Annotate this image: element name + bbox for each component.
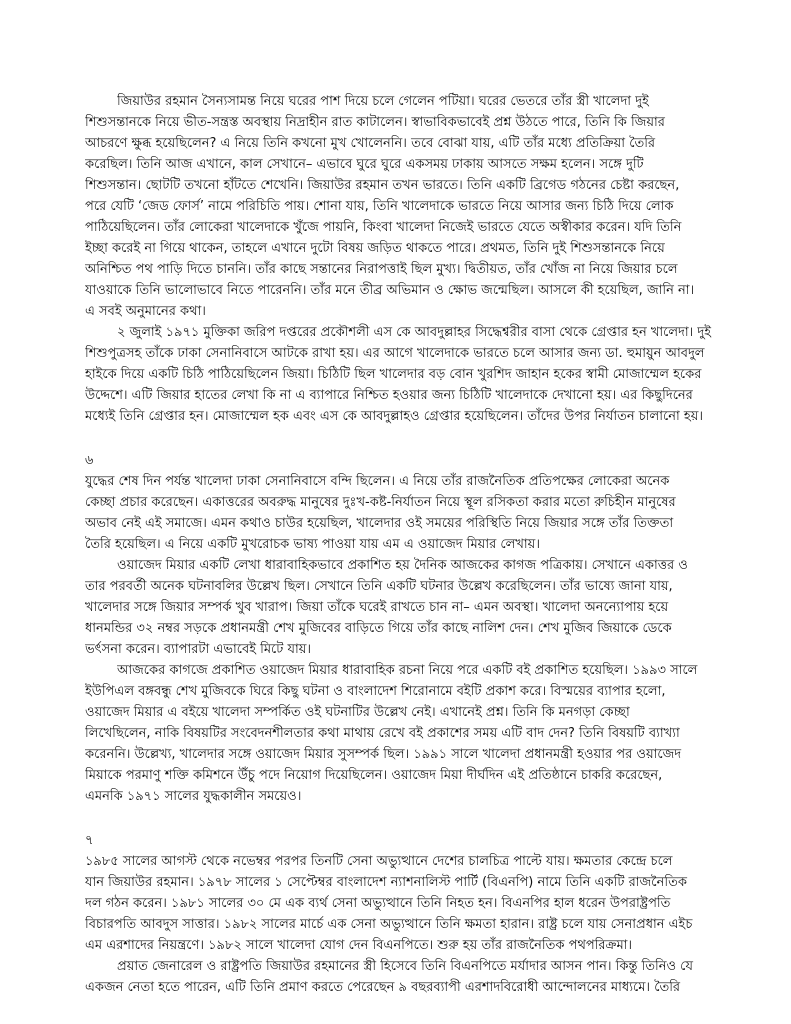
text-line: একজন নেতা হতে পারেন, এটি তিনি প্রমাণ করতে পেরেছেন ৯ বছরব্যাপী এরশাদবিরোধী আন্দোলনের মাধ্যমে। তৈরি bbox=[85, 980, 681, 995]
text-line: পাঠিয়েছিলেন। তাঁর লোকেরা খালেদাকে খুঁজে পায়নি, কিংবা খালেদা নিজেই ভারতে যেতে অস্বীকার করেন। যদি তিনি bbox=[85, 220, 682, 235]
text-line: অনিশ্চিত পথ পাড়ি দিতে চাননি। তাঁর কাছে সন্তানের নিরাপত্তাই ছিল মুখ্য। দ্বিতীয়ত, তাঁর খোঁজ না নিয়ে জিয়ার চলে bbox=[85, 262, 678, 277]
text-line: লিখেছিলেন, নাকি বিষয়টির সংবেদনশীলতার কথা মাথায় রেখে বই প্রকাশের সময় এটি বাদ দেন? তিনি বিষয়টি ব্যাখ্যা bbox=[85, 726, 680, 741]
text-line: ইউপিএল বঙ্গবন্ধু শেখ মুজিবকে ঘিরে কিছু ঘটনা ও বাংলাদেশ শিরোনামে বইটি প্রকাশ করে। বিস্ময়ের ব্যাপার হলো, bbox=[85, 684, 666, 699]
text-line: ধানমন্ডির ৩২ নম্বর সড়কে প্রধানমন্ত্রী শেখ মুজিবের বাড়িতে গিয়ে তাঁর কাছে নালিশ দেন। শেখ মুজিব জিয়াকে ডেকে bbox=[85, 621, 672, 636]
text-line: করেননি। উল্লেখ্য, খালেদার সঙ্গে ওয়াজেদ মিয়ার সুসম্পর্ক ছিল। ১৯৯১ সালে খালেদা প্রধানমন্ত্রী হওয়ার পর ওয়াজেদ bbox=[85, 747, 682, 762]
text-line: ওয়াজেদ মিয়ার এ বইয়ে খালেদা সম্পর্কিত ওই ঘটনাটির উল্লেখ নেই। এখানেই প্রশ্ন। তিনি কি মনগড়া কেচ্ছা bbox=[85, 705, 630, 720]
text-line: করেছিল। তিনি আজ এখানে, কাল সেখানে– এভাবে ঘুরে ঘুরে একসময় ঢাকায় আসতে সক্ষম হলেন। সঙ্গে দুটি bbox=[85, 157, 644, 172]
text-line: আজকের কাগজে প্রকাশিত ওয়াজেদ মিয়ার ধারাবাহিক রচনা নিয়ে পরে একটি বই প্রকাশিত হয়েছিল। ১৯৯৩ সালে bbox=[117, 663, 698, 678]
text-line: হাইকে দিয়ে একটি চিঠি পাঠিয়েছিলেন জিয়া। চিঠিটি ছিল খালেদার বড় বোন খুরশিদ জাহান হকের স্বামী মোজাম্মেল হকের bbox=[85, 367, 702, 382]
text-line: যুদ্ধের শেষ দিন পর্যন্ত খালেদা ঢাকা সেনানিবাসে বন্দি ছিলেন। এ নিয়ে তাঁর রাজনৈতিক প্রতিপক্ষের লোকেরা অনেক bbox=[85, 474, 670, 489]
text-line: আচরণে ক্ষুব্ধ হয়েছিলেন? এ নিয়ে তিনি কখনো মুখ খোলেননি। তবে বোঝা যায়, এটি তাঁর মধ্যে প্রতিক্রিয়া তৈরি bbox=[85, 136, 656, 151]
text-line: বিচারপতি আবদুস সাত্তার। ১৯৮২ সালের মার্চে এক সেনা অভ্যুত্থানে তিনি ক্ষমতা হারান। রাষ্ট্র চলে যায় সেনাপ্রধান এইচ bbox=[85, 917, 693, 932]
text-line: শিশুসন্তানকে নিয়ে ভীত-সন্ত্রস্ত অবস্থায় নিদ্রাহীন রাত কাটালেন। স্বাভাবিকভাবেই প্রশ্ন উঠতে পারে, তিনি কি জিয়ার bbox=[85, 115, 665, 130]
section-number: ৬ bbox=[85, 453, 94, 468]
text-line: যাওয়াকে তিনি ভালোভাবে নিতে পারেননি। তাঁর মনে তীব্র অভিমান ও ক্ষোভ জন্মেছিল। আসলে কী হয়েছিল, জানি না। bbox=[85, 283, 695, 298]
text-line: যান জিয়াউর রহমান। ১৯৭৮ সালের ১ সেপ্টেম্বর বাংলাদেশ ন্যাশনালিস্ট পার্টি (বিএনপি) নামে তিনি একটি রাজনৈতিক bbox=[85, 875, 687, 890]
text-line: এম এরশাদের নিয়ন্ত্রণে। ১৯৮২ সালে খালেদা যোগ দেন বিএনপিতে। শুরু হয় তাঁর রাজনৈতিক পথপরিক্রমা। bbox=[85, 938, 633, 953]
text-line: ওয়াজেদ মিয়ার একটি লেখা ধারাবাহিকভাবে প্রকাশিত হয় দৈনিক আজকের কাগজ পত্রিকায়। সেখানে একাত্তর ও bbox=[117, 558, 688, 573]
text-line: মিয়াকে পরমাণু শক্তি কমিশনে উঁচু পদে নিয়োগ দিয়েছিলেন। ওয়াজেদ মিয়া দীর্ঘদিন এই প্রতিষ্ঠানে চাকরি করেছেন, bbox=[85, 768, 663, 783]
text-line: এ সবই অনুমানের কথা। bbox=[85, 304, 206, 319]
text-line: মধ্যেই তিনি গ্রেপ্তার হন। মোজাম্মেল হক এবং এস কে আবদুল্লাহও গ্রেপ্তার হয়েছিলেন। তাঁদের উপর নির্যাতন চালানো হয়। bbox=[85, 409, 704, 424]
text-line: অভাব নেই এই সমাজে। এমন কথাও চাউর হয়েছিল, খালেদার ওই সময়ের পরিস্থিতি নিয়ে জিয়ার সঙ্গে তাঁর তিক্ততা bbox=[85, 516, 674, 531]
text-line: দল গঠন করেন। ১৯৮১ সালের ৩০ মে এক ব্যর্থ সেনা অভ্যুত্থানে তিনি নিহত হন। বিএনপির হাল ধরেন উপরাষ্ট্রপতি bbox=[85, 896, 671, 911]
text-line: তৈরি হয়েছিল। এ নিয়ে একটি মুখরোচক ভাষ্য পাওয়া যায় এম এ ওয়াজেদ মিয়ার লেখায়। bbox=[85, 537, 540, 552]
text-line: উদ্দেশে। এটি জিয়ার হাতের লেখা কি না এ ব্যাপারে নিশ্চিত হওয়ার জন্য চিঠিটি খালেদাকে দেখানো হয়। এর কিছুদিনের bbox=[85, 388, 693, 403]
text-line: ২ জুলাই ১৯৭১ মুক্তিকা জরিপ দপ্তরের প্রকৌশলী এস কে আবদুল্লাহর সিদ্ধেশ্বরীর বাসা থেকে গ্রেপ্তার হন খালেদা। দুই bbox=[117, 325, 712, 340]
text-line: জিয়াউর রহমান সৈন্যসামন্ত নিয়ে ঘরের পাশ দিয়ে চলে গেলেন পটিয়া। ঘরের ভেতরে তাঁর স্ত্রী খালেদা দুই bbox=[117, 94, 649, 109]
text-line: এমনকি ১৯৭১ সালের যুদ্ধকালীন সময়েও। bbox=[85, 789, 302, 804]
text-line: কেচ্ছা প্রচার করেছেন। একাত্তরের অবরুদ্ধ মানুষের দুঃখ-কষ্ট-নির্যাতন নিয়ে স্থূল রসিকতা করার মতো রুচিহীন মানুষের bbox=[85, 495, 676, 510]
text-line: ১৯৮৫ সালের আগস্ট থেকে নভেম্বর পরপর তিনটি সেনা অভ্যুত্থানে দেশের চালচিত্র পাল্টে যায়। ক্ষমতার কেন্দ্রে চলে bbox=[85, 854, 673, 869]
text-line: ইচ্ছা করেই না গিয়ে থাকেন, তাহলে এখানে দুটো বিষয় জড়িত থাকতে পারে। প্রথমত, তিনি দুই শিশুসন্তানকে নিয়ে bbox=[85, 241, 665, 256]
text-line: খালেদার সঙ্গে জিয়ার সম্পর্ক খুব খারাপ। জিয়া তাঁকে ঘরেই রাখতে চান না– এমন অবস্থা। খালেদা অনন্যোপায় হয়ে bbox=[85, 600, 669, 615]
text-line: তার পরবর্তী অনেক ঘটনাবলির উল্লেখ ছিল। সেখানে তিনি একটি ঘটনার উল্লেখ করেছিলেন। তাঁর ভাষ্যে জানা যায়, bbox=[85, 579, 673, 594]
text-line: শিশুপুত্রসহ তাঁকে ঢাকা সেনানিবাসে আটকে রাখা হয়। এর আগে খালেদাকে ভারতে চলে আসার জন্য ডা. হুমায়ুন আবদুল bbox=[85, 346, 705, 361]
text-line: ভর্ৎসনা করেন। ব্যাপারটা এভাবেই মিটে যায়। bbox=[85, 642, 312, 657]
section-number: ৭ bbox=[85, 833, 94, 848]
text-line: প্রয়াত জেনারেল ও রাষ্ট্রপতি জিয়াউর রহমানের স্ত্রী হিসেবে তিনি বিএনপিতে মর্যাদার আসন পান। কিন্তু তিনিও যে bbox=[117, 959, 693, 974]
text-line: পরে যেটি ‘জেড ফোর্স’ নামে পরিচিতি পায়। শোনা যায়, তিনি খালেদাকে ভারতে নিয়ে আসার জন্য চিঠি দিয়ে লোক bbox=[85, 199, 674, 214]
text-line: শিশুসন্তান। ছোটটি তখনো হাঁটতে শেখেনি। জিয়াউর রহমান তখন ভারতে। তিনি একটি ব্রিগেড গঠনের চেষ্টা করছেন, bbox=[85, 178, 680, 193]
